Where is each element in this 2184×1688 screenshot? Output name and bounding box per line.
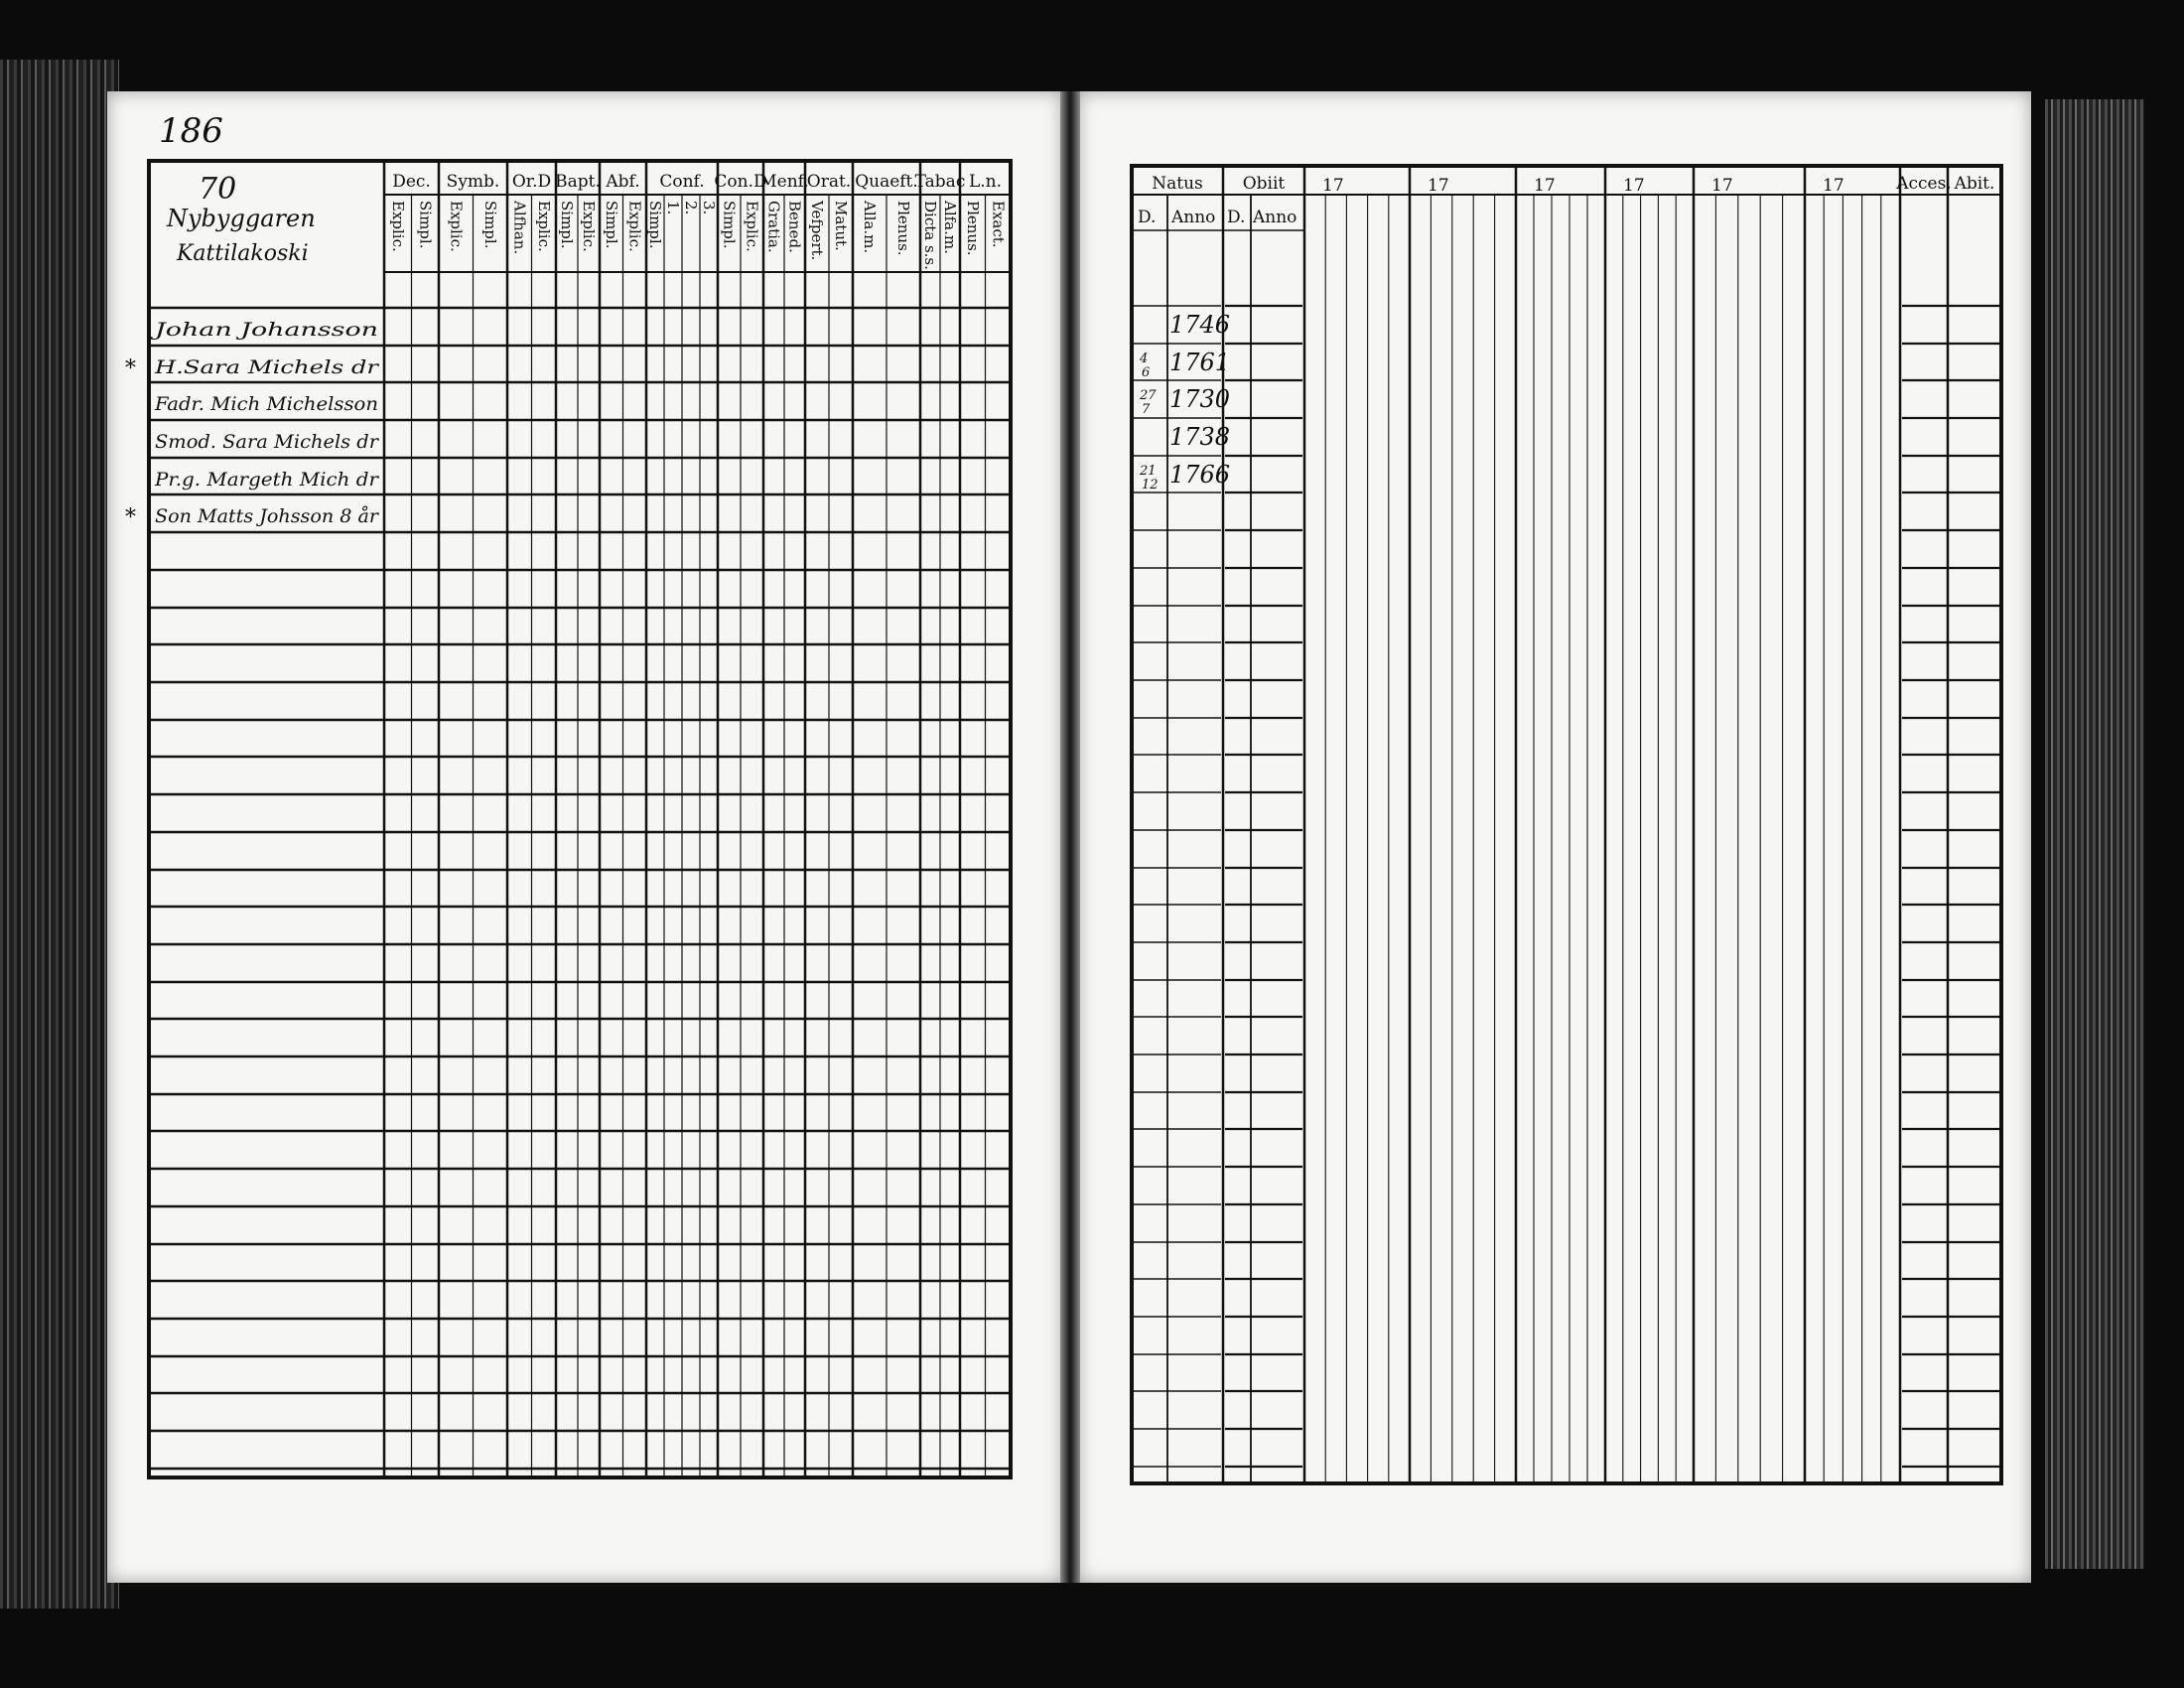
obiit-day-header: D. <box>1227 208 1246 227</box>
birth-month: 12 <box>1142 478 1159 492</box>
person-mark: * <box>125 356 136 381</box>
person-name: Johan Johansson <box>149 319 378 341</box>
left-subcolumn-header: Gratia. <box>764 201 783 253</box>
left-column-header: Tabac <box>914 172 966 192</box>
left-subcolumn-header: Simpl. <box>720 201 739 249</box>
person-name: Smod. Sara Michels dr <box>155 431 380 453</box>
birth-month: 6 <box>1142 365 1151 380</box>
left-subcolumn-header: Simpl. <box>416 201 435 249</box>
left-column-header: Abf. <box>606 172 640 192</box>
person-name: H.Sara Michels dr <box>153 356 381 378</box>
left-subcolumn-header: Explic. <box>447 201 466 252</box>
left-subcolumn-header: Bened. <box>785 201 804 253</box>
household-number: 70 <box>199 172 237 207</box>
left-subcolumn-header: Simpl. <box>602 201 620 249</box>
birth-year: 1746 <box>1169 311 1231 339</box>
left-subcolumn-header: Dicta s.s. <box>921 201 939 270</box>
year-group-label: 17 <box>1823 176 1844 196</box>
birth-day: 27 <box>1140 388 1157 403</box>
page-number: 186 <box>159 111 223 151</box>
birth-year: 1730 <box>1169 385 1231 413</box>
left-subcolumn-header: Simpl. <box>646 201 664 249</box>
left-subcolumn-header: Simpl. <box>480 201 499 249</box>
acces-header: Acces. <box>1896 174 1952 194</box>
left-subcolumn-header: Simpl. <box>558 201 576 249</box>
obiit-header: Obiit <box>1242 174 1286 194</box>
person-mark: * <box>125 505 136 530</box>
year-group-label: 17 <box>1711 176 1733 196</box>
birth-day: 4 <box>1140 352 1149 366</box>
birth-year: 1766 <box>1169 461 1231 489</box>
left-column-header: Quaeft. <box>855 172 918 192</box>
household-place: Kattilakoski <box>177 241 309 266</box>
year-group-label: 17 <box>1623 176 1645 196</box>
natus-header: Natus <box>1152 174 1203 194</box>
left-subcolumn-header: Explic. <box>743 201 761 252</box>
left-subcolumn-header: Explic. <box>625 201 644 252</box>
natus-day-header: D. <box>1138 208 1157 227</box>
person-name: Pr.g. Margeth Mich dr <box>153 469 381 491</box>
left-subcolumn-header: 2. <box>682 201 700 215</box>
birth-month: 7 <box>1142 402 1151 417</box>
left-subcolumn-header: Explic. <box>388 201 407 252</box>
left-subcolumn-header: 3. <box>700 201 718 215</box>
left-column-header: Bapt. <box>555 172 601 192</box>
left-column-header: Con.D <box>714 172 767 192</box>
left-column-header: Dec. <box>392 172 431 192</box>
left-subcolumn-header: Alfhan. <box>510 201 529 255</box>
left-subcolumn-header: Explic. <box>580 201 598 252</box>
left-subcolumn-header: Exact. <box>989 201 1008 248</box>
birth-day: 21 <box>1140 464 1157 479</box>
left-subcolumn-header: Matut. <box>832 201 850 251</box>
right-table-border <box>1132 166 2001 1483</box>
left-column-header: Symb. <box>446 172 500 192</box>
left-column-header: Menf. <box>759 172 809 192</box>
person-name: Fadr. Mich Michelsson <box>153 393 378 415</box>
abit-header: Abit. <box>1954 174 1995 194</box>
left-subcolumn-header: Alla.m. <box>861 201 879 254</box>
left-subcolumn-header: Vefpert. <box>808 201 826 261</box>
year-group-label: 17 <box>1322 176 1344 196</box>
left-subcolumn-header: Plenus. <box>963 201 982 256</box>
left-column-header: Conf. <box>659 172 705 192</box>
year-group-label: 17 <box>1428 176 1449 196</box>
left-column-header: Or.D <box>511 172 552 192</box>
left-subcolumn-header: 1. <box>664 201 682 215</box>
household-title: Nybyggaren <box>167 205 316 232</box>
left-column-header: L.n. <box>968 172 1003 192</box>
left-subcolumn-header: Alfa.m. <box>941 201 959 254</box>
birth-year: 1738 <box>1169 423 1231 451</box>
natus-year-header: Anno <box>1171 208 1216 227</box>
birth-year: 1761 <box>1169 349 1231 376</box>
left-column-header: Orat. <box>806 172 852 192</box>
year-group-label: 17 <box>1534 176 1556 196</box>
person-name: Son Matts Johsson 8 år <box>155 505 380 527</box>
left-subcolumn-header: Plenus. <box>894 201 912 256</box>
obiit-year-header: Anno <box>1253 208 1297 227</box>
left-subcolumn-header: Explic. <box>534 201 553 252</box>
